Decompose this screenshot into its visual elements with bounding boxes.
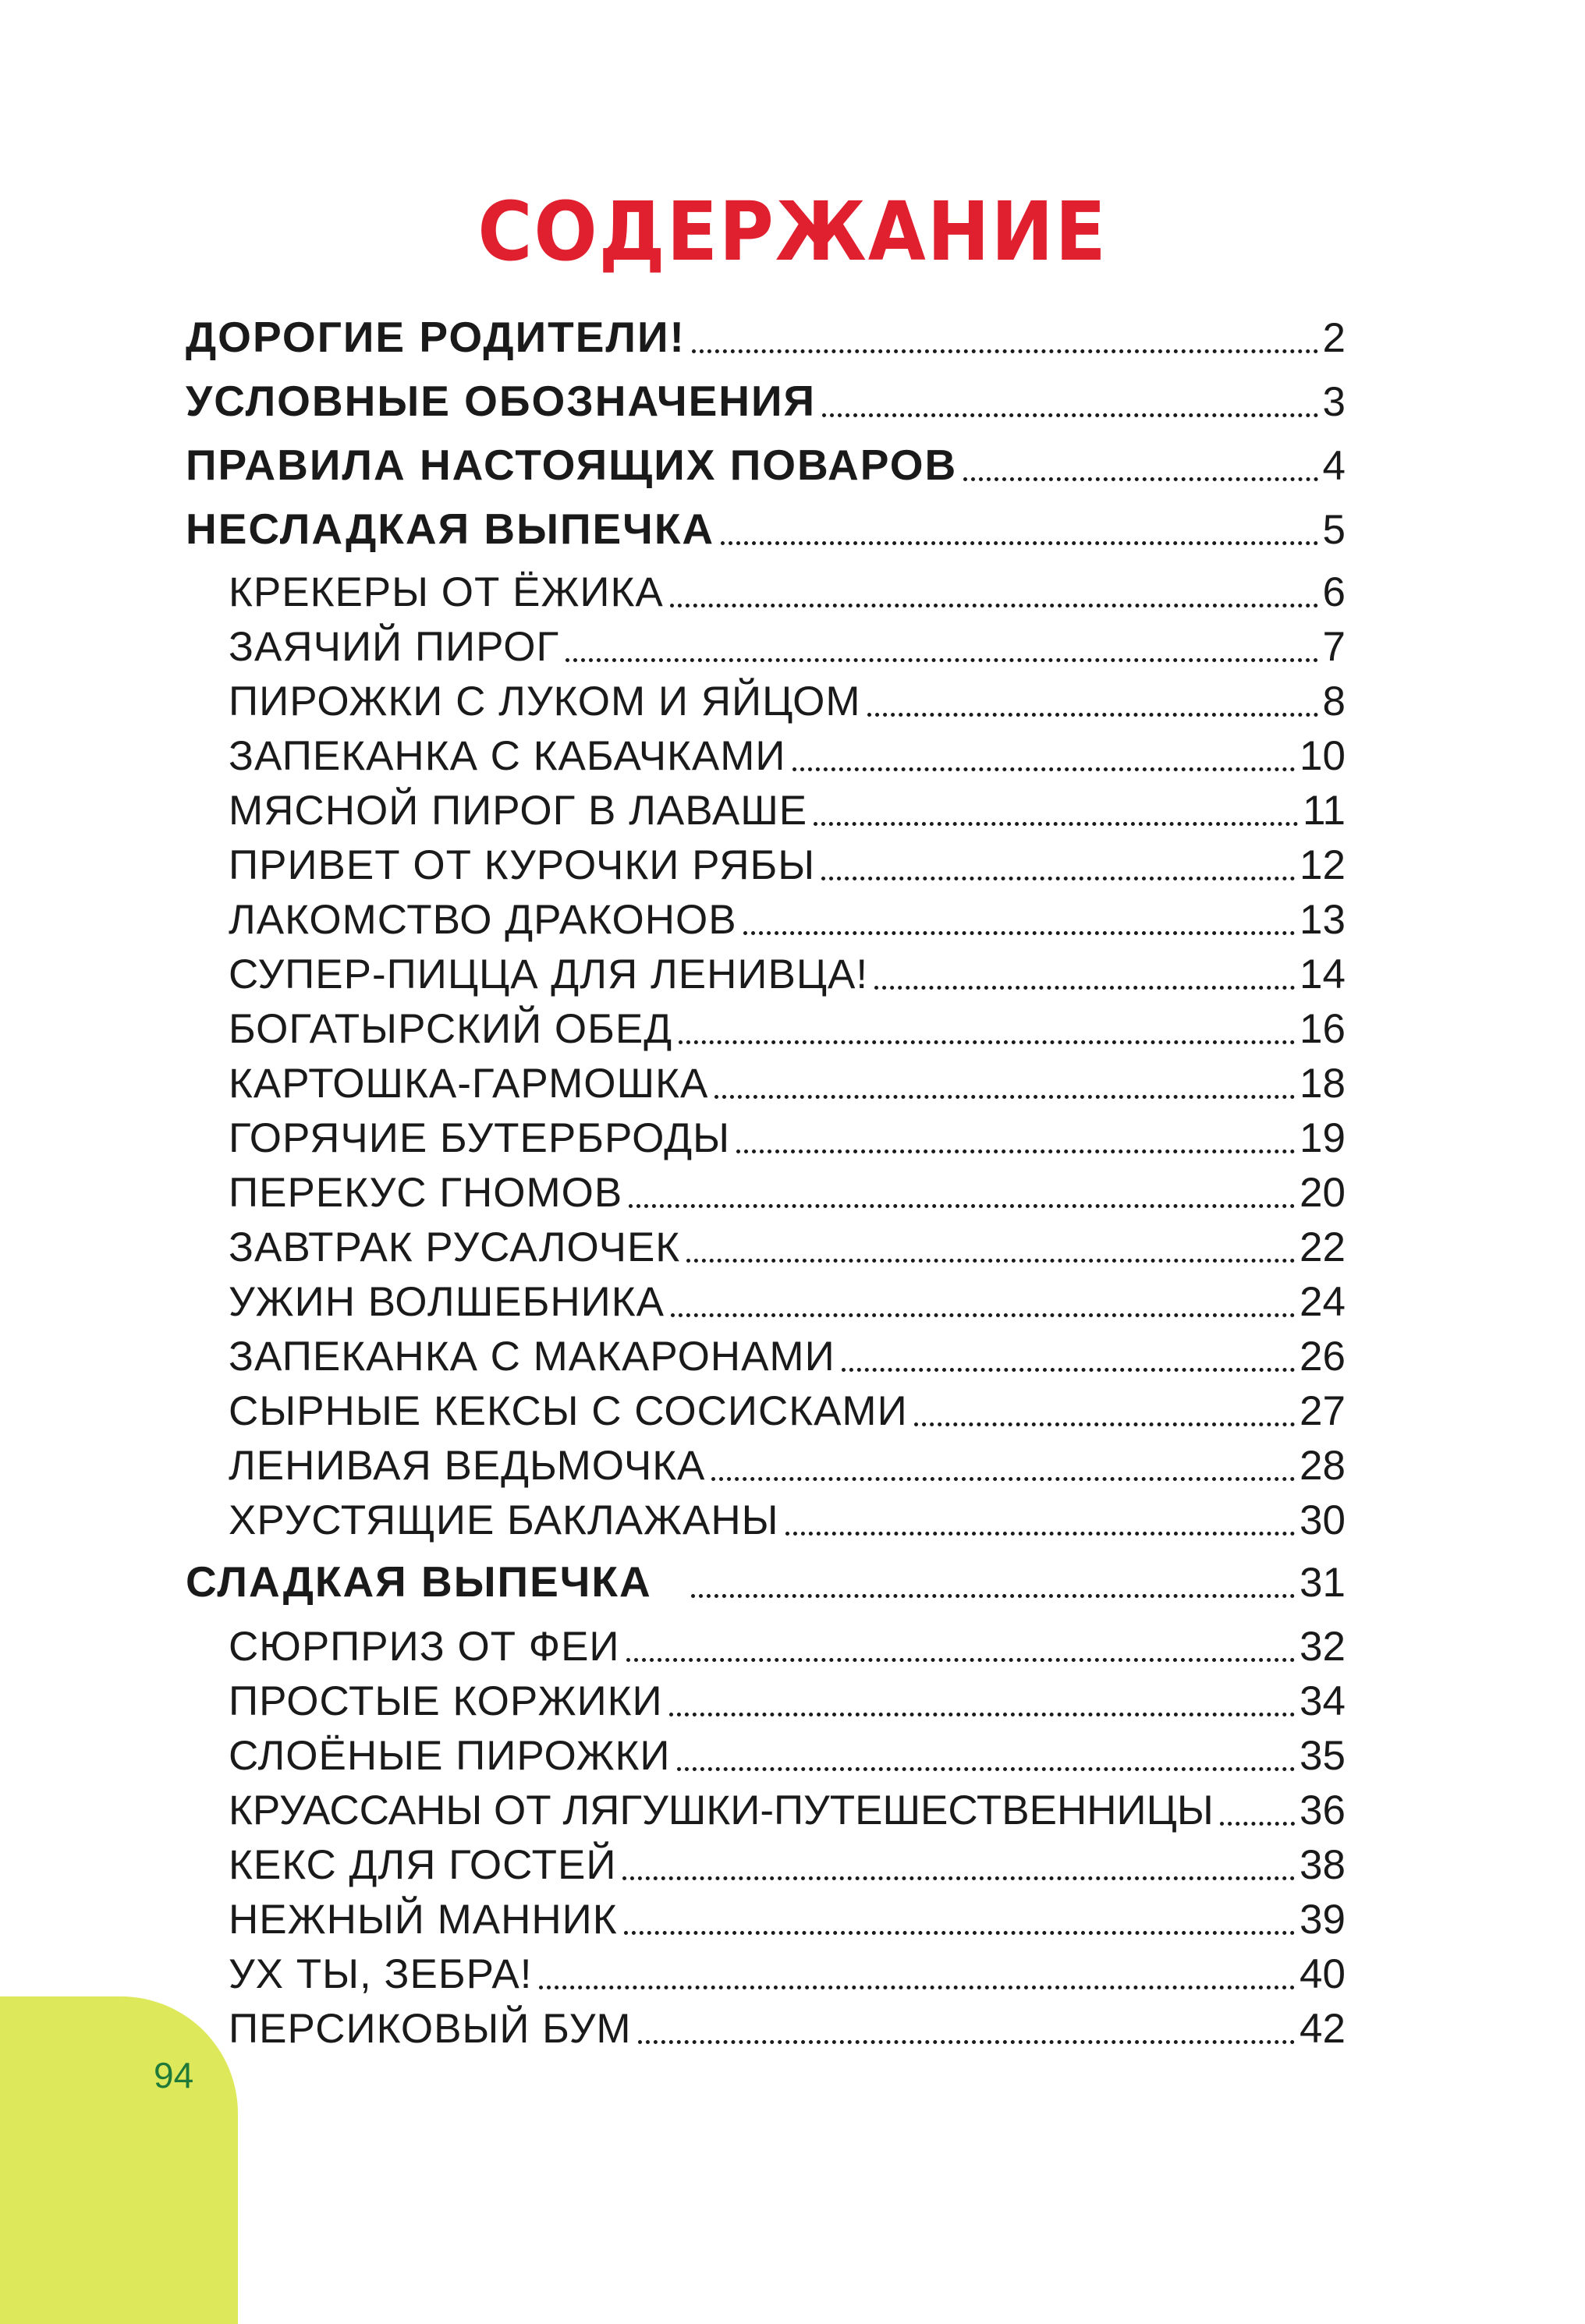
dot-leader xyxy=(626,1658,1296,1662)
page-title: СОДЕРЖАНИЕ xyxy=(477,184,1108,279)
toc-label: УХ ТЫ, ЗЕБРА! xyxy=(229,1951,533,1997)
toc-label: ПРИВЕТ ОТ КУРОЧКИ РЯБЫ xyxy=(229,842,816,888)
toc-page-number: 27 xyxy=(1300,1388,1346,1434)
dot-leader xyxy=(914,1422,1295,1426)
toc-item[interactable] xyxy=(229,1167,1346,1217)
toc-page-number: 34 xyxy=(1300,1678,1346,1724)
toc-label: КАРТОШКА-ГАРМОШКА xyxy=(229,1061,709,1107)
toc-item[interactable] xyxy=(229,1839,1346,1889)
dot-leader xyxy=(821,877,1295,880)
toc-label: ПЕРЕКУС ГНОМОВ xyxy=(229,1170,623,1216)
toc-label: ПЕРСИКОВЫЙ БУМ xyxy=(229,2006,632,2052)
toc-label: НЕСЛАДКАЯ ВЫПЕЧКА xyxy=(186,505,715,553)
toc-label: СУПЕР-ПИЦЦА ДЛЯ ЛЕНИВЦА! xyxy=(229,951,869,997)
toc-page-number: 42 xyxy=(1300,2006,1346,2052)
dot-leader xyxy=(692,349,1318,353)
dot-leader xyxy=(622,1876,1295,1880)
toc-item[interactable] xyxy=(229,894,1346,944)
toc-section[interactable] xyxy=(186,376,1346,426)
toc-section[interactable] xyxy=(186,312,1346,362)
dot-leader xyxy=(721,541,1317,545)
toc-item[interactable] xyxy=(229,1003,1346,1053)
toc-item[interactable] xyxy=(229,730,1346,780)
dot-leader xyxy=(874,986,1295,990)
toc-item[interactable] xyxy=(229,1621,1346,1670)
page-number: 94 xyxy=(154,2055,194,2095)
toc-item[interactable] xyxy=(229,1330,1346,1380)
dot-leader xyxy=(670,604,1318,608)
toc-page-number: 38 xyxy=(1300,1842,1346,1888)
toc-item[interactable] xyxy=(229,1057,1346,1107)
dot-leader xyxy=(629,1204,1295,1208)
toc-item[interactable] xyxy=(229,2003,1346,2053)
toc-item[interactable] xyxy=(229,948,1346,998)
toc-item[interactable] xyxy=(229,1675,1346,1725)
toc-label: СЛОЁНЫЕ ПИРОЖКИ xyxy=(229,1733,671,1779)
dot-leader xyxy=(743,931,1295,935)
toc-item[interactable] xyxy=(229,1221,1346,1271)
toc-page-number: 7 xyxy=(1322,624,1346,670)
dot-leader xyxy=(677,1767,1296,1771)
dot-leader xyxy=(822,413,1317,417)
toc-item[interactable] xyxy=(229,1494,1346,1544)
toc-label: ХРУСТЯЩИЕ БАКЛАЖАНЫ xyxy=(229,1497,779,1543)
dot-leader xyxy=(566,658,1317,662)
dot-leader xyxy=(679,1040,1295,1044)
toc-item[interactable] xyxy=(229,785,1346,834)
toc-page-number: 4 xyxy=(1322,443,1346,489)
toc-section[interactable] xyxy=(186,1557,1346,1607)
toc-label: СЮРПРИЗ ОТ ФЕИ xyxy=(229,1624,620,1670)
dot-leader xyxy=(814,822,1298,826)
dot-leader xyxy=(638,2040,1296,2044)
toc-item[interactable] xyxy=(229,621,1346,671)
toc-page-number: 30 xyxy=(1300,1497,1346,1543)
toc-label: ЛАКОМСТВО ДРАКОНОВ xyxy=(229,897,737,943)
toc-item[interactable] xyxy=(229,675,1346,725)
toc-label: ЛЕНИВАЯ ВЕДЬМОЧКА xyxy=(229,1443,706,1489)
toc-page-number: 22 xyxy=(1300,1224,1346,1270)
toc-page-number: 14 xyxy=(1300,951,1346,997)
dot-leader xyxy=(691,1594,1295,1598)
toc-page-number: 8 xyxy=(1322,678,1346,724)
toc-page-number: 36 xyxy=(1300,1787,1346,1833)
toc-item[interactable] xyxy=(229,1894,1346,1943)
toc-page-number: 24 xyxy=(1300,1279,1346,1325)
toc-page-number: 39 xyxy=(1300,1897,1346,1943)
toc-label: ПРАВИЛА НАСТОЯЩИХ ПОВАРОВ xyxy=(186,441,958,489)
toc-page-number: 12 xyxy=(1300,842,1346,888)
toc-page-number: 18 xyxy=(1300,1061,1346,1107)
toc-label: КРУАССАНЫ ОТ ЛЯГУШКИ-ПУТЕШЕСТВЕННИЦЫ xyxy=(229,1787,1214,1833)
dot-leader xyxy=(671,1313,1295,1317)
toc-page-number: 35 xyxy=(1300,1733,1346,1779)
toc-page-number: 10 xyxy=(1300,733,1346,779)
dot-leader xyxy=(785,1532,1296,1536)
toc-page-number: 32 xyxy=(1300,1624,1346,1670)
dot-leader xyxy=(714,1095,1295,1099)
toc-label: ПИРОЖКИ С ЛУКОМ И ЯЙЦОМ xyxy=(229,678,861,724)
toc-label: УЖИН ВОЛШЕБНИКА xyxy=(229,1279,665,1325)
toc-page-number: 28 xyxy=(1300,1443,1346,1489)
toc-page-number: 26 xyxy=(1300,1334,1346,1380)
dot-leader xyxy=(1220,1822,1295,1826)
toc-label: ПРОСТЫЕ КОРЖИКИ xyxy=(229,1678,663,1724)
toc-item[interactable] xyxy=(229,1112,1346,1162)
dot-leader xyxy=(669,1713,1295,1716)
toc-section[interactable] xyxy=(186,440,1346,490)
toc-page-number: 11 xyxy=(1302,788,1346,834)
toc-item[interactable] xyxy=(229,1440,1346,1490)
toc-label: СЫРНЫЕ КЕКСЫ С СОСИСКАМИ xyxy=(229,1388,908,1434)
toc-label: ЗАПЕКАНКА С МАКАРОНАМИ xyxy=(229,1334,835,1380)
toc-item[interactable] xyxy=(229,839,1346,889)
toc-item[interactable] xyxy=(229,1784,1346,1834)
toc-item[interactable] xyxy=(229,1730,1346,1780)
toc-page-number: 16 xyxy=(1300,1006,1346,1052)
dot-leader xyxy=(792,767,1296,771)
toc-label: ГОРЯЧИЕ БУТЕРБРОДЫ xyxy=(229,1115,731,1161)
toc-label: НЕЖНЫЙ МАННИК xyxy=(229,1897,618,1943)
toc-item[interactable] xyxy=(229,1276,1346,1326)
toc-label: КЕКС ДЛЯ ГОСТЕЙ xyxy=(229,1842,617,1888)
dot-leader xyxy=(963,477,1317,481)
toc-page-number: 2 xyxy=(1322,315,1346,361)
dot-leader xyxy=(539,1986,1296,1989)
toc-item[interactable] xyxy=(229,1948,1346,1998)
dot-leader xyxy=(686,1259,1295,1263)
toc-item[interactable] xyxy=(229,566,1346,616)
toc-label: СЛАДКАЯ ВЫПЕЧКА xyxy=(186,1557,652,1606)
toc-page-number: 19 xyxy=(1300,1115,1346,1161)
toc-label: КРЕКЕРЫ ОТ ЁЖИКА xyxy=(229,569,664,615)
toc-page-number: 40 xyxy=(1300,1951,1346,1997)
toc-label: ДОРОГИЕ РОДИТЕЛИ! xyxy=(186,313,686,361)
toc-section[interactable] xyxy=(186,504,1346,554)
toc-label: МЯСНОЙ ПИРОГ В ЛАВАШЕ xyxy=(229,788,808,834)
toc-page-number: 5 xyxy=(1322,507,1346,553)
toc-label: УСЛОВНЫЕ ОБОЗНАЧЕНИЯ xyxy=(186,377,817,425)
toc-label: ЗАВТРАК РУСАЛОЧЕК xyxy=(229,1224,681,1270)
toc-label: БОГАТЫРСКИЙ ОБЕД xyxy=(229,1006,673,1052)
toc-page-number: 3 xyxy=(1322,379,1346,425)
toc-page-number: 20 xyxy=(1300,1170,1346,1216)
dot-leader xyxy=(842,1368,1295,1372)
dot-leader xyxy=(624,1931,1295,1935)
toc-label: ЗАПЕКАНКА С КАБАЧКАМИ xyxy=(229,733,786,779)
dot-leader xyxy=(736,1150,1295,1153)
toc-item[interactable] xyxy=(229,1385,1346,1435)
toc-page-number: 13 xyxy=(1300,897,1346,943)
toc-label: ЗАЯЧИЙ ПИРОГ xyxy=(229,624,560,670)
dot-leader xyxy=(867,713,1318,717)
toc-page-number: 6 xyxy=(1322,569,1346,615)
dot-leader xyxy=(711,1477,1295,1481)
toc-page-number: 31 xyxy=(1300,1560,1346,1606)
